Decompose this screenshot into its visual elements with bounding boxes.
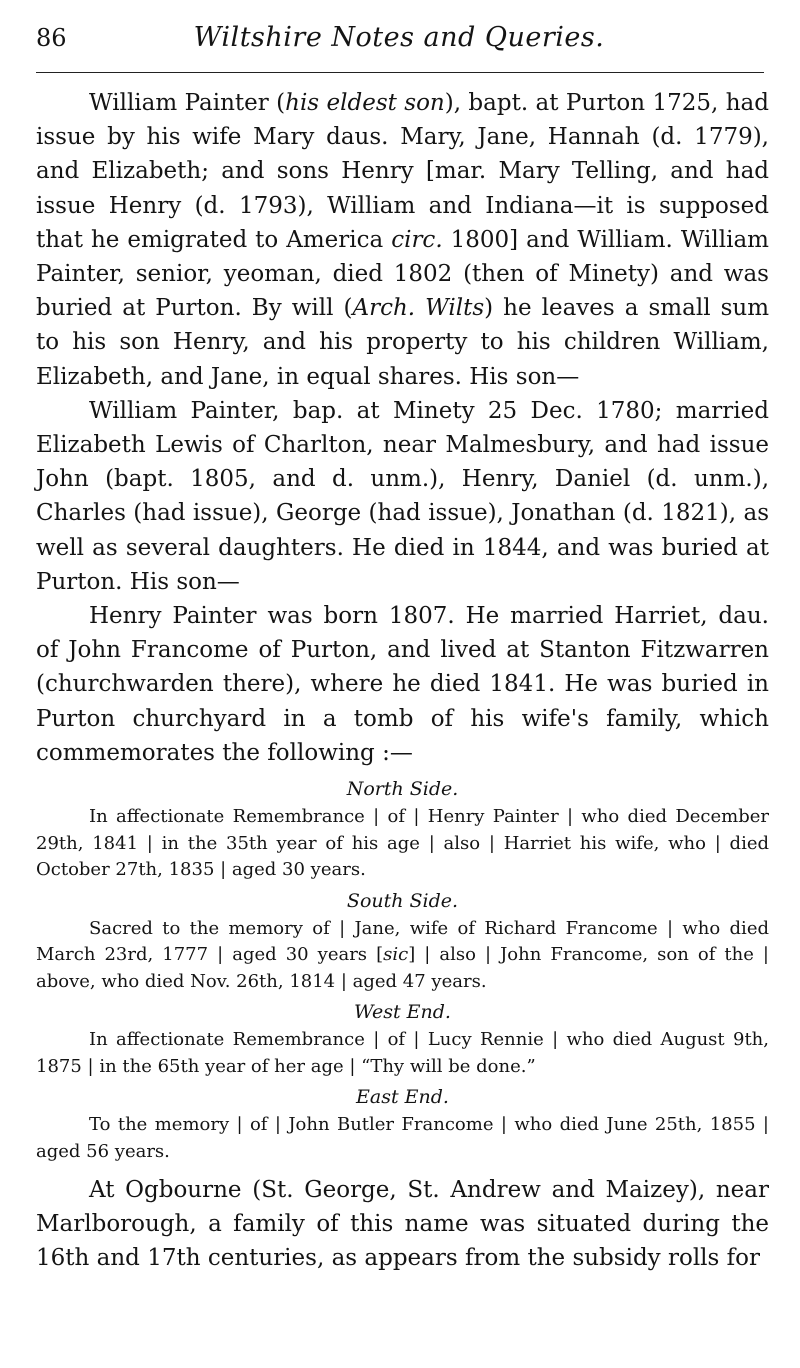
text-run: ) he leaves a small sum to his son Henry, and his property to his children William, Elizabeth, and Jane, in equal shares. His son— [36,295,770,390]
italic-run: circ. [391,226,443,253]
inscription-south [36,916,769,996]
inscription-north: In affectionate Remembrance | of | Henry Painter | who died December 29th, 1841 | in the 35th year of his age | also | Harriet his wife, who | died October 27th, 1835 | aged 30 years. [36,806,769,881]
paragraph-william-painter-younger: William Painter, bap. at Minety 25 Dec. 1780; married Elizabeth Lewis of Charlton, near Malmesbury, and had issue John (bapt. 1805, and d. unm.), Henry, Daniel (d. unm.), Charles (had issue), George (had issue), Jonathan (d. 1821), as well as several daughters. He died in 1844, and was buried at Purton. His son— [36,397,769,595]
running-title: Wiltshire Notes and Queries. [193,22,605,53]
inscriptions [36,776,769,1165]
inscription-heading-east: East End. [356,1086,449,1109]
paragraph-henry-painter: Henry Painter was born 1807. He married Harriet, dau. of John Francome of Purton, and lived at Stanton Fitzwarren (churchwarden there), where he died 1841. He was buried in Purton churchyard in a tomb of his wife's family, which commemorates the following :— [36,603,769,766]
inscription-east: To the memory | of | John Butler Francome | who died June 25th, 1855 | aged 56 years. [36,1114,769,1162]
italic-run: sic [383,944,409,966]
inscription-heading-south: South Side. [346,889,459,912]
inscription-heading-west: West End. [354,1001,451,1024]
italic-run: Arch. Wilts [352,295,485,322]
text-run: Sacred to the memory of | Jane, wife of Richard Francome | who died March 23rd, 1777 | aged 30 years [ [36,917,769,966]
text-run: 1800] and William. William Painter, senior, yeoman, died 1802 (then of Minety) and was buried at Purton. By will ( [36,226,769,322]
text-run: William Painter ( [89,90,286,116]
text-run: ), bapt. at Purton 1725, had issue by his wife Mary daus. Mary, Jane, Hannah (d. 1779), and Elizabeth; and sons Henry [mar. Mary Telling, and had issue Henry (d. 1793), William and Indiana—it is supposed that he emigrated to America [36,90,769,253]
body-text [36,86,769,1276]
italic-run: his eldest son [285,90,445,116]
paragraph-ogbourne: At Ogbourne (St. George, St. Andrew and Maizey), near Marlborough, a family of this name was situated during the 16th and 17th centuries, as appears from the subsidy rolls for [36,1177,769,1272]
text-run: ] | also | John Francome, son of the | above, who died Nov. 26th, 1814 | aged 47 years. [36,944,769,992]
paragraph-william-painter-elder [36,86,769,394]
page-header [36,20,762,60]
header-rule [36,72,764,73]
inscription-heading-north: North Side. [346,778,459,801]
page-number: 86 [36,24,67,52]
inscription-west: In affectionate Remembrance | of | Lucy Rennie | who died August 9th, 1875 | in the 65th year of her age | “Thy will be done.” [36,1029,769,1077]
